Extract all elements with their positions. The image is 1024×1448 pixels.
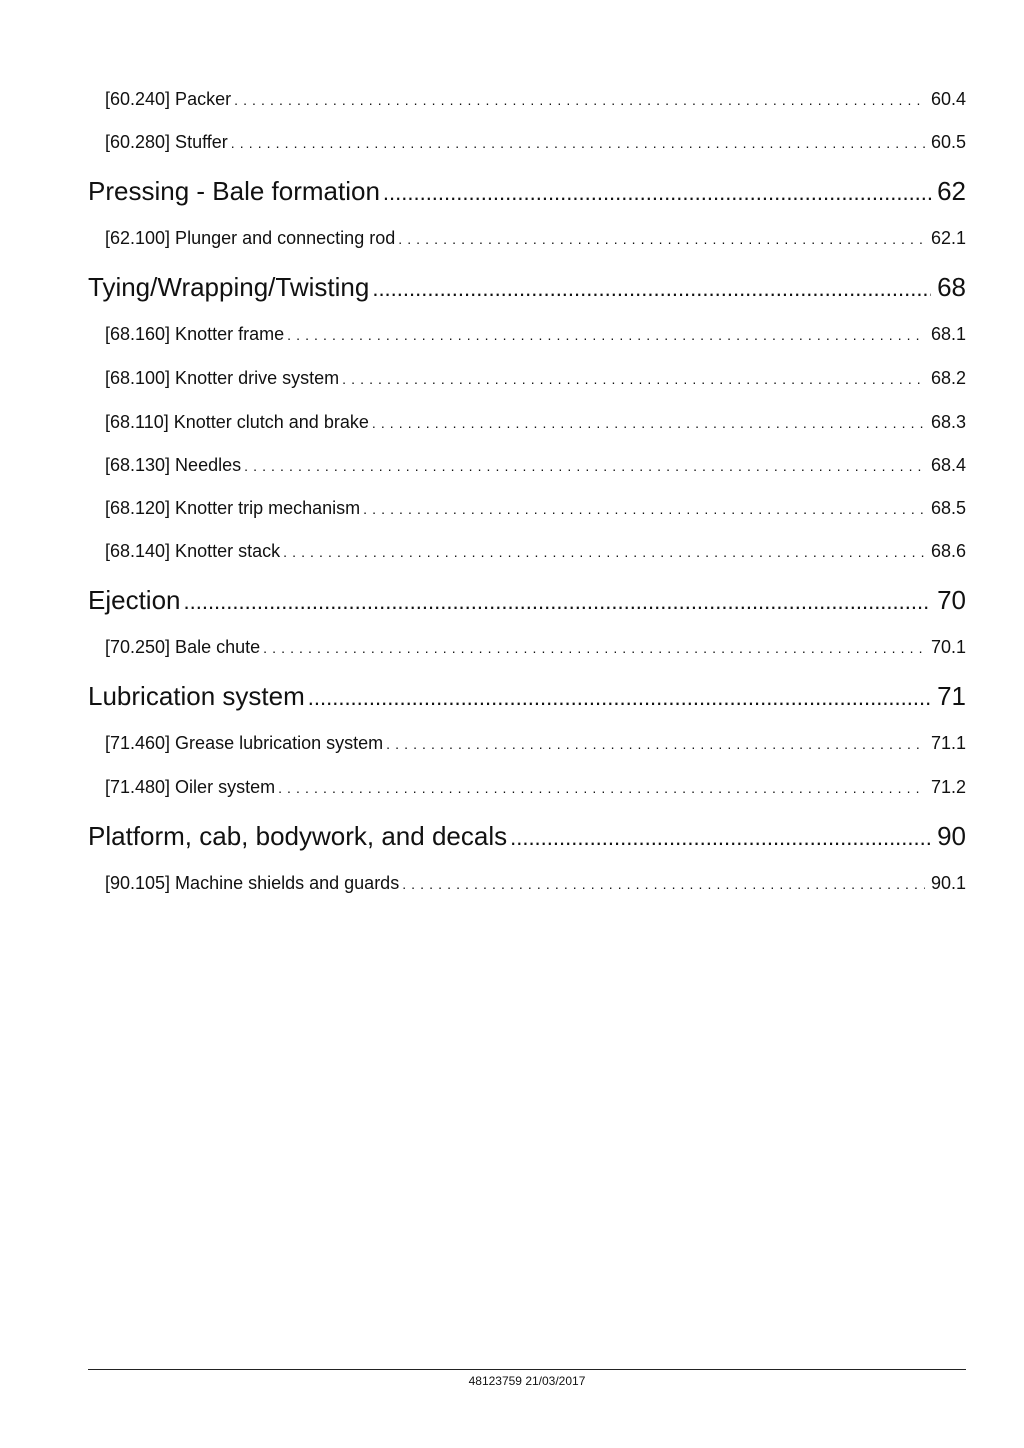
toc-entry-label: [62.100] Plunger and connecting rod: [105, 228, 396, 248]
toc-entry-71-460[interactable]: [88, 733, 966, 754]
toc-dot-leader: [278, 777, 925, 798]
toc-dot-leader: [283, 541, 925, 562]
toc-entry-page: 68.4: [930, 455, 966, 475]
toc-dot-leader: [244, 455, 925, 476]
toc-entry-page: 68.1: [930, 324, 966, 344]
toc-dot-leader: [386, 733, 925, 754]
toc-section-page: 68: [937, 272, 966, 302]
toc-entry-page: 60.5: [930, 132, 966, 152]
toc-entry-page: 71.2: [930, 777, 966, 797]
toc-dot-leader: [372, 412, 925, 433]
toc-section-lubrication[interactable]: [88, 681, 966, 712]
toc-dot-leader: [363, 498, 925, 519]
toc-entry-90-105[interactable]: [88, 873, 966, 894]
toc-entry-label: [90.105] Machine shields and guards: [105, 873, 400, 893]
toc-section-platform[interactable]: [88, 821, 966, 852]
toc-entry-68-120[interactable]: [88, 498, 966, 519]
toc-entry-label: [60.280] Stuffer: [105, 132, 228, 152]
toc-entry-label: [71.480] Oiler system: [105, 777, 276, 797]
toc-section-page: 70: [937, 585, 966, 615]
toc-entry-page: 60.4: [930, 89, 966, 109]
toc-entry-label: [68.160] Knotter frame: [105, 324, 285, 344]
toc-entry-label: [68.110] Knotter clutch and brake: [105, 412, 369, 432]
toc-dot-leader: [287, 324, 925, 345]
toc-entry-page: 68.2: [930, 368, 966, 388]
toc-entry-label: [68.140] Knotter stack: [105, 541, 281, 561]
toc-dot-leader: [263, 637, 925, 658]
toc-section-label: Pressing - Bale formation: [88, 176, 380, 206]
toc-section-label: Tying/Wrapping/Twisting: [88, 272, 370, 302]
toc-entry-62-100[interactable]: [88, 228, 966, 249]
toc-entry-68-130[interactable]: [88, 455, 966, 476]
toc-entry-label: [71.460] Grease lubrication system: [105, 733, 384, 753]
toc-entry-page: 68.3: [930, 412, 966, 432]
toc-dot-leader: [308, 681, 931, 712]
toc-section-label: Platform, cab, bodywork, and decals: [88, 821, 508, 851]
toc-dot-leader: [398, 228, 925, 249]
toc-entry-page: 70.1: [930, 637, 966, 657]
toc-section-label: Ejection: [88, 585, 181, 615]
footer-doc-reference: 48123759 21/03/2017: [468, 1374, 586, 1388]
toc-dot-leader: [342, 368, 925, 389]
toc-dot-leader: [383, 176, 931, 207]
toc-entry-68-160[interactable]: [88, 324, 966, 345]
toc-section-page: 62: [937, 176, 966, 206]
toc-entry-page: 68.6: [930, 541, 966, 561]
toc-entry-label: [68.120] Knotter trip mechanism: [105, 498, 361, 518]
footer-divider: [88, 1369, 966, 1370]
toc-section-pressing[interactable]: [88, 176, 966, 207]
toc-dot-leader: [234, 89, 925, 110]
toc-entry-page: 71.1: [930, 733, 966, 753]
toc-entry-68-110[interactable]: [88, 412, 966, 433]
toc-section-label: Lubrication system: [88, 681, 305, 711]
toc-section-ejection[interactable]: [88, 585, 966, 616]
toc-entry-label: [68.130] Needles: [105, 455, 242, 475]
toc-dot-leader: [231, 132, 925, 153]
toc-entry-page: 90.1: [930, 873, 966, 893]
toc-entry-page: 68.5: [930, 498, 966, 518]
toc-entry-60-280[interactable]: [88, 132, 966, 153]
toc-entry-70-250[interactable]: [88, 637, 966, 658]
toc-dot-leader: [184, 585, 932, 616]
toc-entry-60-240[interactable]: [88, 89, 966, 110]
toc-section-tying[interactable]: [88, 272, 966, 303]
toc-entry-page: 62.1: [930, 228, 966, 248]
toc-section-page: 90: [937, 821, 966, 851]
toc-dot-leader: [372, 272, 931, 303]
toc-dot-leader: [402, 873, 925, 894]
toc-entry-label: [60.240] Packer: [105, 89, 232, 109]
toc-dot-leader: [510, 821, 931, 852]
toc-entry-68-100[interactable]: [88, 368, 966, 389]
toc-entry-label: [68.100] Knotter drive system: [105, 368, 340, 388]
toc-entry-68-140[interactable]: [88, 541, 966, 562]
toc-entry-label: [70.250] Bale chute: [105, 637, 261, 657]
toc-entry-71-480[interactable]: [88, 777, 966, 798]
toc-section-page: 71: [937, 681, 966, 711]
